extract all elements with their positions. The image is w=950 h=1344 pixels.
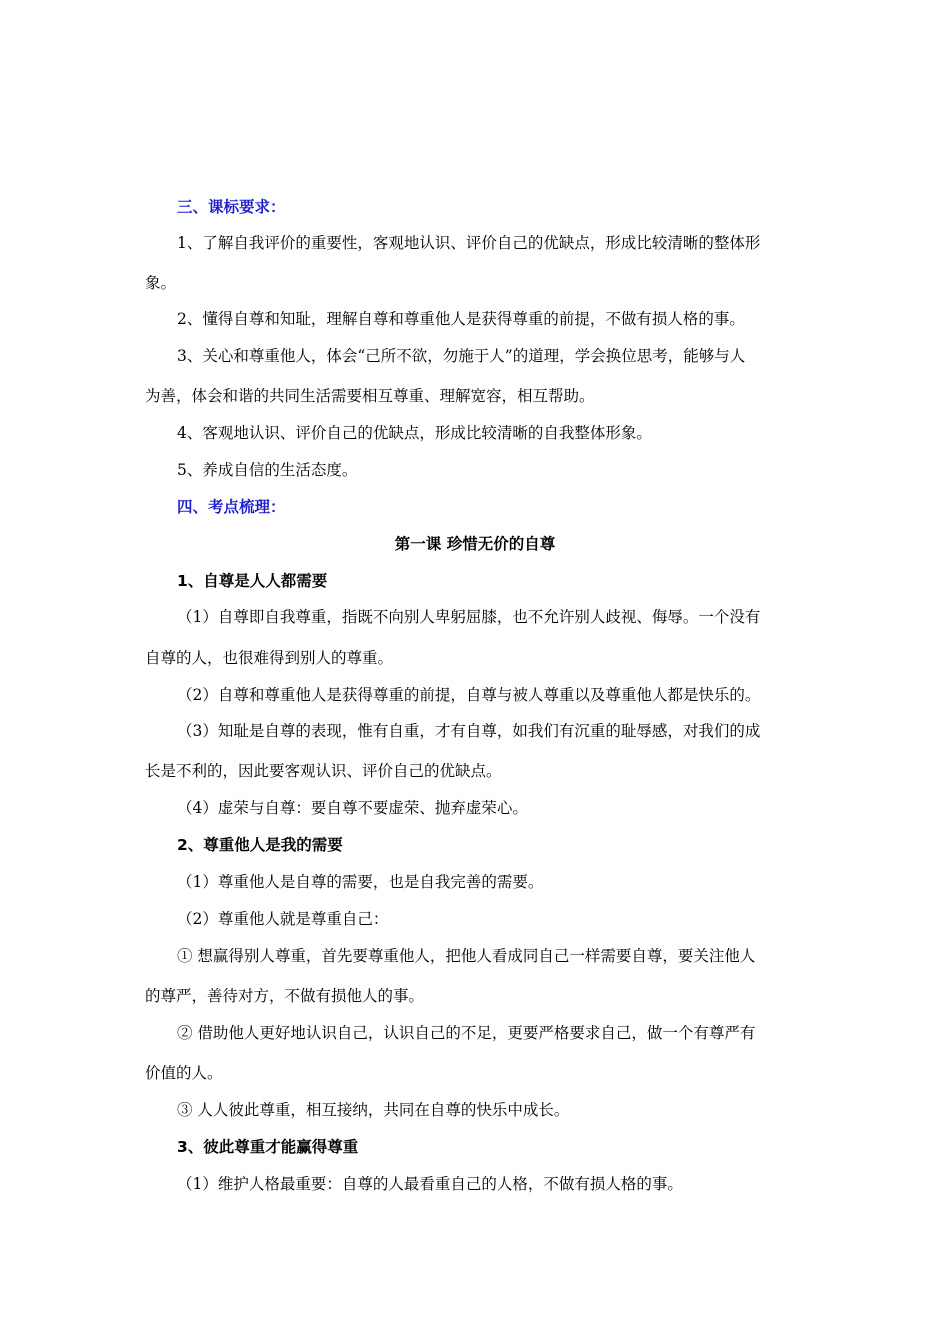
point1-p1-line1: （1）自尊即自我尊重，指既不向别人卑躬屈膝，也不允许别人歧视、侮辱。一个没有 bbox=[177, 608, 761, 626]
point1-p3-line1: （3）知耻是自尊的表现，惟有自重，才有自尊，如我们有沉重的耻辱感，对我们的成 bbox=[177, 722, 761, 740]
point3-title: 3、彼此尊重才能赢得尊重 bbox=[177, 1138, 359, 1156]
point2-c2-line2: 价值的人。 bbox=[145, 1064, 223, 1082]
point1-p2: （2）自尊和尊重他人是获得尊重的前提，自尊与被人尊重以及尊重他人都是快乐的。 bbox=[177, 686, 761, 704]
s3-item4: 4、客观地认识、评价自己的优缺点，形成比较清晰的自我整体形象。 bbox=[177, 424, 652, 442]
point2-p1: （1）尊重他人是自尊的需要，也是自我完善的需要。 bbox=[177, 873, 544, 891]
point2-c1-line1: ① 想赢得别人尊重，首先要尊重他人，把他人看成同自己一样需要自尊，要关注他人 bbox=[177, 947, 756, 965]
point3-p1: （1）维护人格最重要：自尊的人最看重自己的人格，不做有损人格的事。 bbox=[177, 1175, 683, 1193]
point2-c1-line2: 的尊严，善待对方，不做有损他人的事。 bbox=[145, 987, 425, 1005]
s3-item3-line1: 3、关心和尊重他人，体会“己所不欲，勿施于人”的道理，学会换位思考，能够与人 bbox=[177, 347, 746, 365]
section4-heading: 四、考点梳理： bbox=[177, 498, 286, 516]
point1-p3-line2: 长是不利的，因此要客观认识、评价自己的优缺点。 bbox=[145, 762, 502, 780]
s3-item1-line1: 1、了解自我评价的重要性，客观地认识、评价自己的优缺点，形成比较清晰的整体形 bbox=[177, 234, 761, 252]
point1-p1-line2: 自尊的人，也很难得到别人的尊重。 bbox=[145, 649, 394, 667]
point1-title: 1、自尊是人人都需要 bbox=[177, 572, 328, 590]
s3-item3-line2: 为善，体会和谐的共同生活需要相互尊重、理解宽容，相互帮助。 bbox=[145, 387, 595, 405]
point1-p4: （4）虚荣与自尊：要自尊不要虚荣、抛弃虚荣心。 bbox=[177, 799, 528, 817]
point2-c3: ③ 人人彼此尊重，相互接纳，共同在自尊的快乐中成长。 bbox=[177, 1101, 570, 1119]
section3-heading: 三、课标要求： bbox=[177, 198, 286, 216]
s3-item1-line2: 象。 bbox=[145, 274, 177, 292]
s3-item5: 5、养成自信的生活态度。 bbox=[177, 461, 358, 479]
point2-c2-line1: ② 借助他人更好地认识自己，认识自己的不足，更要严格要求自己，做一个有尊严有 bbox=[177, 1024, 756, 1042]
point2-title: 2、尊重他人是我的需要 bbox=[177, 836, 343, 854]
lesson-title: 第一课 珍惜无价的自尊 bbox=[394, 535, 556, 553]
point2-p2: （2）尊重他人就是尊重自己： bbox=[177, 910, 389, 928]
s3-item2: 2、懂得自尊和知耻，理解自尊和尊重他人是获得尊重的前提，不做有损人格的事。 bbox=[177, 310, 745, 328]
